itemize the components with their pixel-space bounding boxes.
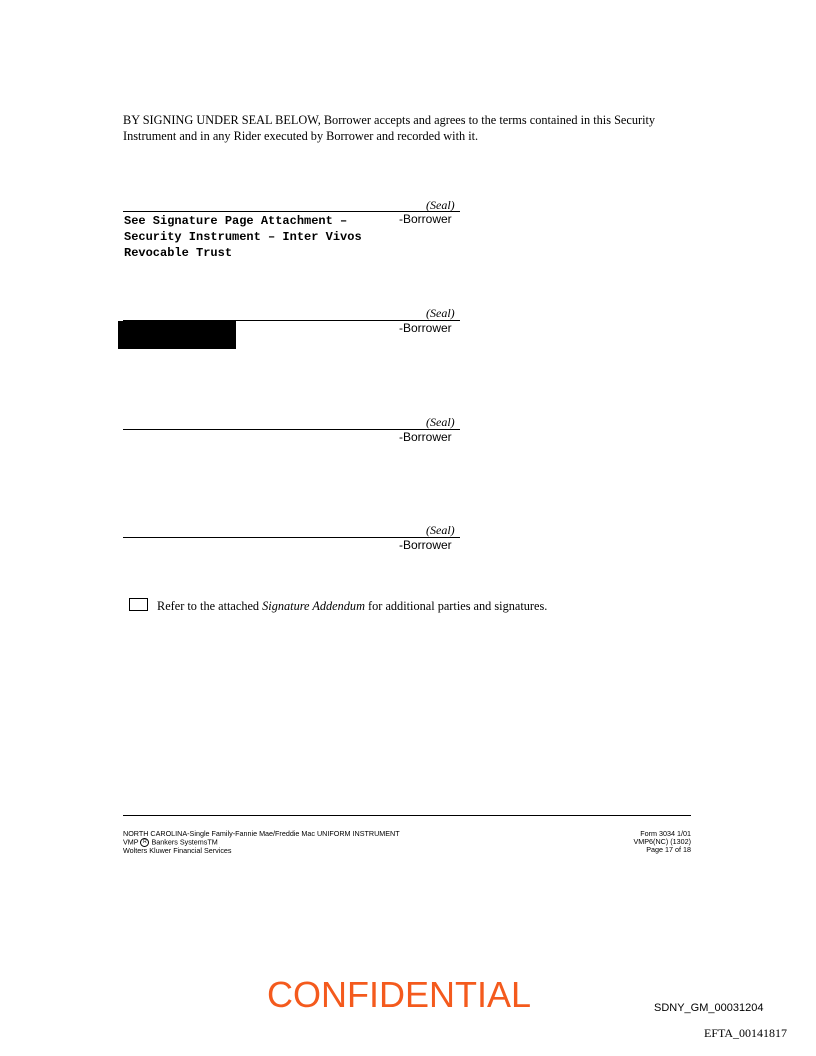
seal-label-3: (Seal) — [426, 415, 455, 429]
seal-label-1: (Seal) — [426, 198, 455, 212]
footer-form-title: NORTH CAROLINA-Single Family-Fannie Mae/Freddie Mac UNIFORM INSTRUMENT — [123, 829, 400, 838]
seal-label-4: (Seal) — [426, 523, 455, 537]
bates-number: SDNY_GM_00031204 — [654, 1002, 764, 1014]
intro-paragraph: BY SIGNING UNDER SEAL BELOW, Borrower accepts and agrees to the terms contained in this Security Instrument and in any Rider executed by Borrower and recorded with it. — [123, 113, 656, 143]
borrower-label-1: -Borrower — [399, 212, 452, 226]
efta-number: EFTA_00141817 — [704, 1026, 788, 1040]
footer-page-number: Page 17 of 18 — [646, 845, 691, 854]
confidential-stamp: CONFIDENTIAL — [267, 974, 532, 1015]
footer-vmp-code: VMP6(NC) (1302) — [633, 837, 691, 846]
footer-bankers: Bankers SystemsTM — [149, 837, 218, 847]
signature-addendum-text — [157, 599, 547, 614]
registered-icon: R — [140, 838, 149, 847]
borrower-label-2: -Borrower — [399, 321, 452, 335]
addendum-prefix: Refer to the attached — [157, 599, 263, 613]
footer-left — [123, 830, 453, 855]
borrower-name-line: Security Instrument – Inter Vivos — [124, 230, 362, 244]
borrower-name-1 — [124, 213, 404, 261]
redaction-box — [118, 321, 236, 349]
addendum-title: Signature Addendum — [262, 599, 365, 613]
borrower-label-3: -Borrower — [399, 430, 452, 444]
borrower-label-4: -Borrower — [399, 538, 452, 552]
footer-rule — [123, 815, 691, 816]
addendum-suffix: for additional parties and signatures. — [364, 599, 548, 613]
borrower-name-line: Revocable Trust — [124, 246, 233, 260]
signature-addendum-checkbox[interactable] — [129, 598, 148, 611]
footer-publisher: Wolters Kluwer Financial Services — [123, 846, 232, 855]
footer-right — [560, 830, 691, 854]
footer-form-number: Form 3034 1/01 — [640, 829, 691, 838]
footer-vmp: VMP — [123, 837, 139, 847]
borrower-name-line: See Signature Page Attachment – — [124, 214, 348, 228]
seal-label-2: (Seal) — [426, 306, 455, 320]
